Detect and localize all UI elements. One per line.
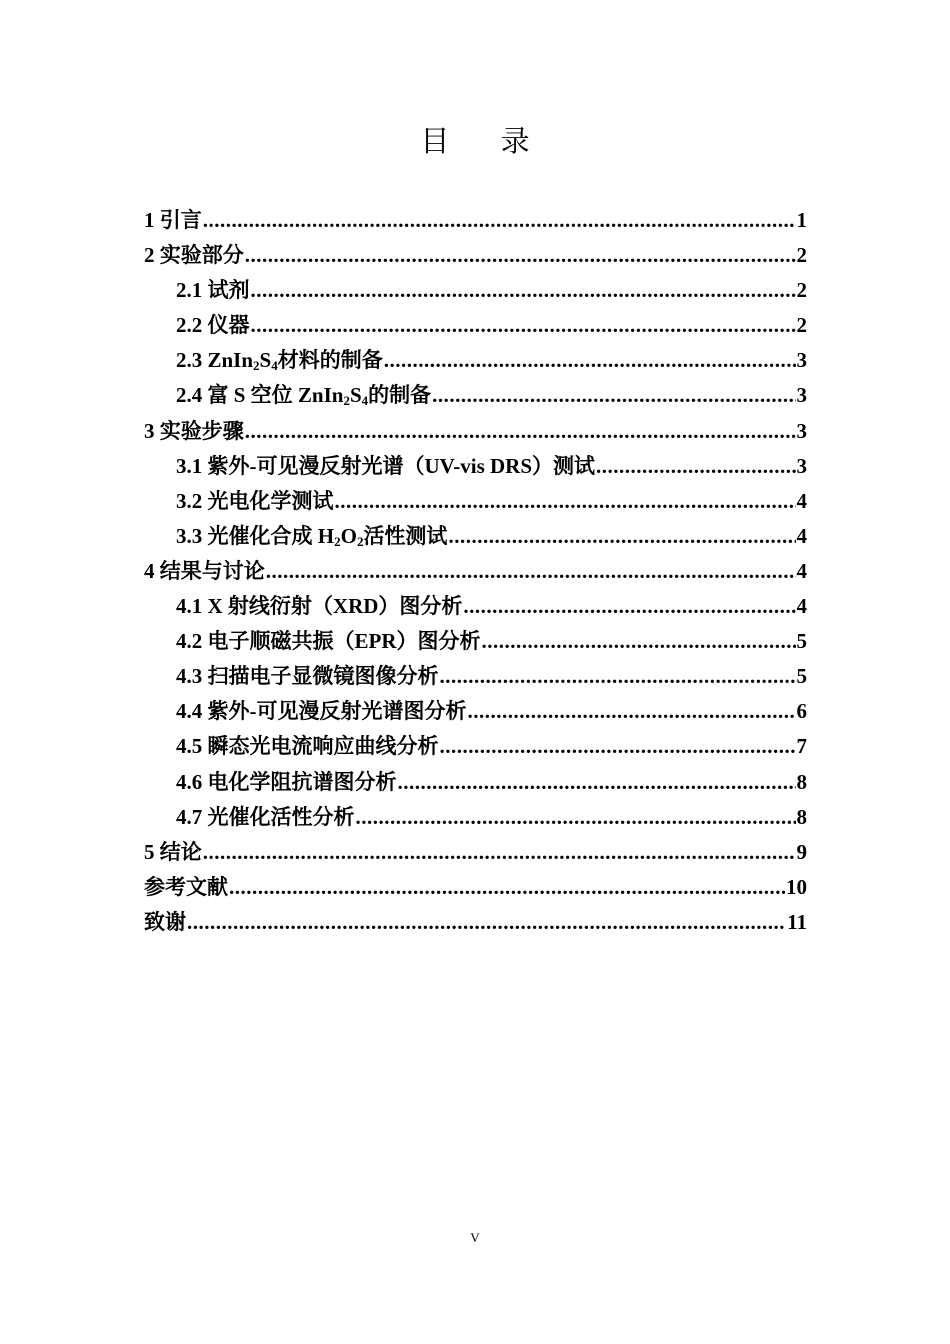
dot-leader — [596, 449, 795, 484]
toc-entry[interactable] — [144, 203, 807, 238]
toc-entry[interactable] — [144, 449, 807, 484]
dot-leader — [187, 905, 786, 940]
toc-entry-text: 4.7 光催化活性分析 — [176, 804, 355, 829]
dot-leader — [468, 694, 796, 729]
table-of-contents — [144, 203, 807, 940]
toc-entry-page: 10 — [786, 874, 807, 899]
toc-entry-page: 4 — [796, 523, 807, 548]
toc-entry[interactable] — [144, 414, 807, 449]
toc-entry-page: 1 — [796, 208, 807, 232]
dot-leader — [448, 519, 795, 554]
toc-entry-label — [176, 729, 439, 764]
toc-entry-page: 3 — [796, 383, 807, 408]
dot-leader — [245, 238, 796, 273]
toc-entry[interactable] — [144, 905, 807, 940]
toc-entry-page: 5 — [796, 664, 807, 689]
dot-leader — [229, 870, 785, 905]
toc-entry-text: 4 结果与讨论 — [144, 558, 265, 583]
toc-entry-page: 3 — [796, 453, 807, 478]
dot-leader — [356, 800, 796, 835]
toc-entry-label — [176, 765, 397, 800]
toc-entry-text: S — [259, 348, 272, 373]
toc-entry-label — [144, 238, 244, 273]
toc-entry-label — [176, 624, 481, 659]
dot-leader — [203, 835, 796, 870]
toc-entry-label — [144, 203, 202, 238]
dot-leader — [440, 659, 796, 694]
toc-entry[interactable] — [144, 238, 807, 273]
toc-entry-page: 2 — [796, 243, 807, 268]
toc-entry-label — [176, 800, 355, 835]
dot-leader — [203, 203, 796, 238]
toc-entry-text: 3.1 紫外-可见漫反射光谱（UV-vis DRS）测试 — [176, 453, 596, 478]
toc-entry-text: 活性测试 — [363, 523, 448, 548]
subscript-text: 2 — [253, 358, 260, 374]
page-number: V — [470, 1230, 480, 1245]
toc-entry[interactable] — [144, 729, 807, 764]
toc-entry-label — [144, 870, 228, 905]
dot-leader — [398, 765, 796, 800]
toc-entry-page: 4 — [796, 594, 807, 619]
dot-leader — [440, 729, 796, 764]
toc-entry-text: 3.3 光催化合成 H — [176, 523, 335, 548]
toc-entry-text: O — [340, 523, 357, 548]
toc-entry-text: 2.1 试剂 — [176, 278, 250, 303]
toc-entry-text: 4.6 电化学阻抗谱图分析 — [176, 769, 397, 794]
dot-leader — [384, 343, 796, 378]
toc-entry-label — [176, 484, 334, 519]
toc-entry[interactable] — [144, 835, 807, 870]
toc-entry-page: 6 — [796, 699, 807, 724]
toc-entry-page: 4 — [796, 488, 807, 513]
toc-entry-text: 致谢 — [144, 909, 186, 934]
toc-entry-label — [176, 519, 447, 554]
subscript-text: 4 — [361, 393, 369, 409]
dot-leader — [251, 273, 796, 308]
subscript-text: 4 — [271, 358, 278, 374]
toc-entry-text: 3.2 光电化学测试 — [176, 488, 334, 513]
toc-entry-text: 4.5 瞬态光电流响应曲线分析 — [176, 734, 439, 759]
toc-entry-text: 2 实验部分 — [144, 243, 244, 268]
toc-entry-page: 5 — [796, 629, 807, 654]
toc-entry-page: 3 — [796, 348, 807, 373]
subscript-text: 2 — [343, 393, 350, 409]
toc-entry-text: 的制备 — [368, 383, 432, 408]
toc-entry[interactable] — [144, 519, 807, 554]
dot-leader — [335, 484, 796, 519]
toc-entry[interactable] — [144, 343, 807, 378]
toc-entry-page: 8 — [796, 804, 807, 829]
toc-entry[interactable] — [144, 589, 807, 624]
toc-entry[interactable] — [144, 659, 807, 694]
toc-entry-label — [144, 554, 265, 589]
toc-entry[interactable] — [144, 378, 807, 413]
toc-entry-page: 2 — [796, 278, 807, 303]
toc-entry-text: 2.2 仪器 — [176, 313, 250, 338]
toc-entry-text: 4.2 电子顺磁共振（EPR）图分析 — [176, 629, 481, 654]
toc-entry[interactable] — [144, 484, 807, 519]
subscript-text: 2 — [334, 533, 341, 549]
toc-entry-text: 5 结论 — [144, 839, 202, 864]
toc-entry-label — [176, 308, 250, 343]
dot-leader — [463, 589, 795, 624]
toc-entry-label — [176, 378, 431, 413]
page-title: 目 录 — [420, 126, 552, 158]
dot-leader — [266, 554, 796, 589]
toc-entry-text: S — [349, 383, 362, 408]
toc-entry-page: 8 — [796, 769, 807, 794]
toc-entry[interactable] — [144, 870, 807, 905]
toc-entry-text: 4.3 扫描电子显微镜图像分析 — [176, 664, 439, 689]
dot-leader — [245, 414, 796, 449]
toc-entry[interactable] — [144, 624, 807, 659]
toc-entry-label — [176, 343, 383, 378]
toc-entry-label — [176, 273, 250, 308]
toc-entry-text: 2.4 富 S 空位 ZnIn — [176, 383, 344, 408]
toc-entry-text: 4.4 紫外-可见漫反射光谱图分析 — [176, 699, 467, 724]
toc-entry-text: 1 引言 — [144, 208, 202, 232]
dot-leader — [482, 624, 796, 659]
toc-entry[interactable] — [144, 800, 807, 835]
toc-entry-text: 参考文献 — [144, 874, 228, 899]
toc-entry-page: 3 — [796, 418, 807, 443]
toc-entry-page: 9 — [796, 839, 807, 864]
toc-entry[interactable] — [144, 765, 807, 800]
toc-entry-label — [176, 589, 462, 624]
toc-entry-label — [144, 905, 186, 940]
toc-entry-label — [176, 449, 595, 484]
toc-entry-text: 2.3 ZnIn — [176, 348, 254, 373]
toc-entry[interactable] — [144, 554, 807, 589]
toc-entry-text: 材料的制备 — [277, 348, 383, 373]
dot-leader — [432, 378, 795, 413]
toc-entry-page: 2 — [796, 313, 807, 338]
toc-entry-page: 7 — [796, 734, 807, 759]
toc-entry-text: 3 实验步骤 — [144, 418, 244, 443]
dot-leader — [251, 308, 796, 343]
toc-entry-page: 4 — [796, 558, 807, 583]
toc-entry[interactable] — [144, 308, 807, 343]
toc-entry[interactable] — [144, 694, 807, 729]
subscript-text: 2 — [356, 533, 364, 549]
toc-entry-label — [144, 835, 202, 870]
toc-entry-label — [176, 694, 467, 729]
toc-entry-page: 11 — [787, 909, 807, 934]
toc-entry[interactable] — [144, 273, 807, 308]
toc-entry-label — [176, 659, 439, 694]
toc-entry-text: 4.1 X 射线衍射（XRD）图分析 — [176, 594, 463, 619]
toc-entry-label — [144, 414, 244, 449]
